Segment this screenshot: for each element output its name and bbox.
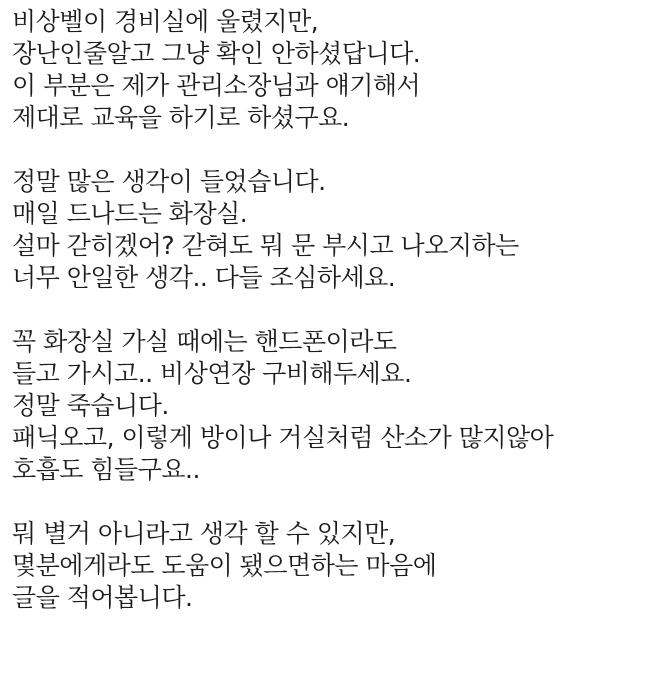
paragraph-2 — [12, 166, 652, 294]
text-line: 뭐 별거 아니라고 생각 할 수 있지만, — [12, 519, 396, 548]
text-line: 매일 드나드는 화장실. — [12, 199, 248, 228]
text-line: 패닉오고, 이렇게 방이나 거실처럼 산소가 많지않아 — [12, 423, 554, 452]
text-line: 몇분에게라도 도움이 됐으면하는 마음에 — [12, 551, 437, 580]
paragraph-3 — [12, 326, 652, 486]
text-line: 정말 많은 생각이 들었습니다. — [12, 167, 326, 196]
text-line: 장난인줄알고 그냥 확인 안하셨답니다. — [12, 39, 421, 68]
text-line: 비상벨이 경비실에 울렸지만, — [12, 7, 319, 36]
text-line: 들고 가시고.. 비상연장 구비해두세요. — [12, 359, 412, 388]
text-line: 글을 적어봅니다. — [12, 583, 193, 612]
text-line: 정말 죽습니다. — [12, 391, 169, 420]
paragraph-4 — [12, 518, 652, 614]
text-line: 꼭 화장실 가실 때에는 핸드폰이라도 — [12, 327, 397, 356]
text-line: 제대로 교육을 하기로 하셨구요. — [12, 103, 350, 132]
text-line: 너무 안일한 생각.. 다들 조심하세요. — [12, 263, 396, 292]
text-line: 설마 갇히겠어? 갇혀도 뭐 문 부시고 나오지하는 — [12, 231, 519, 260]
paragraph-1 — [12, 6, 652, 134]
post-body — [12, 6, 652, 614]
text-line: 이 부분은 제가 관리소장님과 얘기해서 — [12, 71, 421, 100]
text-line: 호흡도 힘들구요.. — [12, 455, 200, 484]
